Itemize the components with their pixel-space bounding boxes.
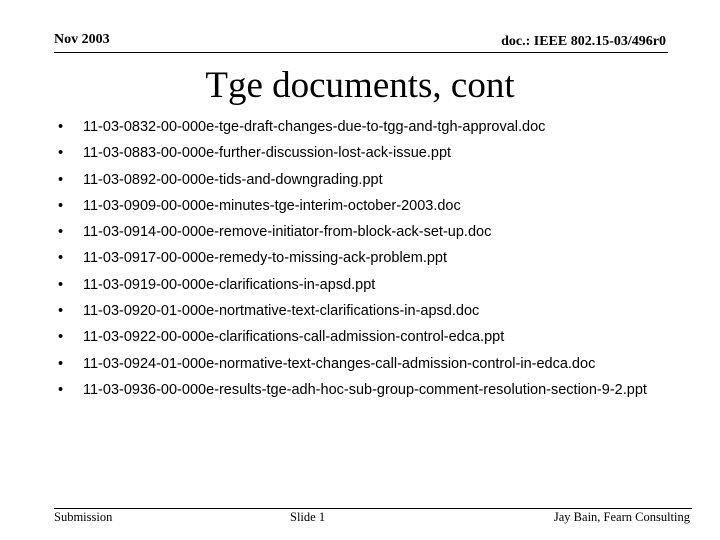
list-item: [58, 171, 674, 189]
bullet-icon: •: [58, 276, 64, 293]
bullet-icon: •: [58, 250, 64, 267]
list-item: [58, 197, 674, 215]
list-item-text: 11-03-0936-00-000e-results-tge-adh-hoc-sub-group-comment-resolution-section-9-2.ppt: [83, 381, 647, 398]
header-doc-id: doc.: IEEE 802.15-03/496r0: [501, 34, 666, 49]
slide-title: Tge documents, cont: [205, 65, 515, 106]
bullet-icon: •: [58, 303, 64, 320]
bullet-icon: •: [58, 171, 64, 188]
list-item-text: 11-03-0919-00-000e-clarifications-in-apsd.ppt: [83, 276, 376, 293]
footer-submission: Submission: [54, 510, 113, 524]
list-item: [58, 223, 674, 241]
document-list: [58, 118, 674, 407]
header-divider: [54, 52, 668, 53]
list-item-text: 11-03-0922-00-000e-clarifications-call-admission-control-edca.ppt: [83, 329, 505, 346]
bullet-icon: •: [58, 355, 64, 372]
bullet-icon: •: [58, 224, 64, 241]
list-item-text: 11-03-0917-00-000e-remedy-to-missing-ack-problem.ppt: [83, 250, 448, 267]
header-date: Nov 2003: [54, 32, 110, 47]
footer-divider: [54, 508, 692, 509]
list-item-text: 11-03-0924-01-000e-normative-text-changes-call-admission-control-in-edca.doc: [83, 355, 596, 372]
list-item: [58, 355, 674, 373]
bullet-icon: •: [58, 381, 64, 398]
footer-slide-number: Slide 1: [290, 510, 326, 524]
list-item: [58, 276, 674, 294]
list-item-text: 11-03-0832-00-000e-tge-draft-changes-due-to-tgg-and-tgh-approval.doc: [83, 119, 546, 135]
list-item: [58, 118, 674, 136]
list-item: [58, 328, 674, 346]
list-item-text: 11-03-0920-01-000e-nortmative-text-clarifications-in-apsd.doc: [83, 303, 480, 320]
list-item-text: 11-03-0909-00-000e-minutes-tge-interim-october-2003.doc: [83, 197, 461, 214]
list-item: [58, 381, 674, 399]
list-item-text: 11-03-0883-00-000e-further-discussion-lost-ack-issue.ppt: [83, 145, 452, 162]
bullet-icon: •: [58, 197, 64, 214]
list-item-text: 11-03-0914-00-000e-remove-initiator-from-block-ack-set-up.doc: [83, 224, 492, 241]
list-item: [58, 144, 674, 162]
list-item: [58, 302, 674, 320]
footer-author: Jay Bain, Fearn Consulting: [553, 510, 690, 524]
list-item-text: 11-03-0892-00-000e-tids-and-downgrading.ppt: [83, 171, 383, 188]
bullet-icon: •: [58, 329, 64, 346]
bullet-icon: •: [58, 119, 64, 135]
list-item: [58, 249, 674, 267]
bullet-icon: •: [58, 145, 64, 162]
